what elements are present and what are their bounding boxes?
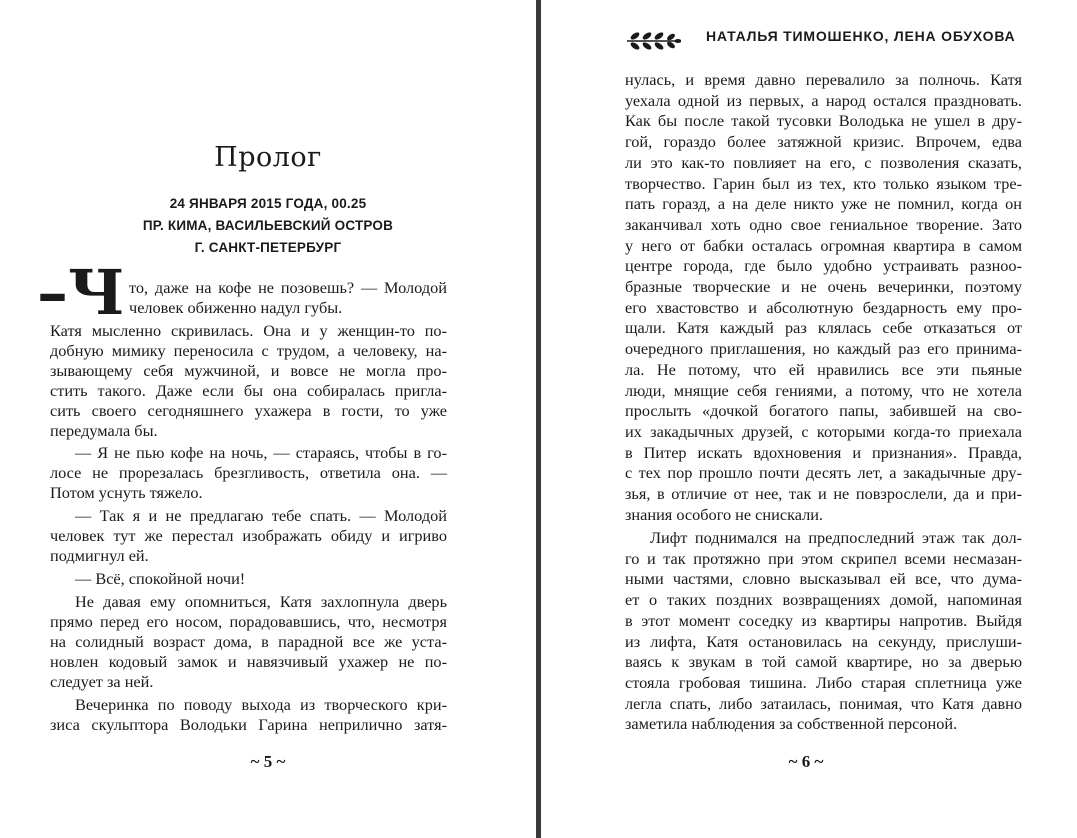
text-line: зиса скульптора Володьки Гарина неприлично затя- <box>50 715 447 734</box>
text-line: го и так протяжно при этом скрипел всеми несмазан- <box>625 548 1022 568</box>
text-line: очередного приглашения, но каждый раз его принима- <box>625 339 1022 359</box>
text-line: ет о таких поздних возвращениях домой, напоминая <box>625 590 1022 610</box>
running-header-authors: НАТАЛЬЯ ТИМОШЕНКО, ЛЕНА ОБУХОВА <box>706 28 1016 44</box>
dateline-city: Г. САНКТ-ПЕТЕРБУРГ <box>194 240 342 255</box>
right-page <box>541 0 1077 838</box>
text-line: гой, гораздо более затяжной кризис. Впрочем, едва <box>625 132 1022 152</box>
text-line: заканчивал хоть одно свое гениальное творение. Зато <box>625 214 1022 234</box>
text-line: — Всё, спокойной ночи! <box>75 569 246 588</box>
text-line: ными частями, словно высказывал ей все, что дума- <box>625 569 1022 589</box>
text-line: центре города, где было удобно устраивать разноо- <box>625 256 1022 276</box>
text-line: лосе не прорезалась брезгливость, ответила она. — <box>50 463 447 482</box>
text-line: уехала одной из первых, а народ остался праздновать. <box>625 90 1022 110</box>
text-line: Катя мысленно скривилась. Она и у женщин-то по- <box>50 321 447 340</box>
text-line: прямо перед его носом, порадовавшись, что, несмотря <box>50 612 447 631</box>
text-line: ваясь к звукам в той самой квартире, но за дверью <box>625 652 1022 672</box>
text-line: Вечеринка по поводу выхода из творческого кри- <box>75 695 447 714</box>
text-line: Потом уснуть тяжело. <box>50 483 203 502</box>
text-line: нулась, и время давно перевалило за полночь. Катя <box>625 70 1022 89</box>
page-number-right: ~ 6 ~ <box>788 752 824 771</box>
text-line: — Так я и не предлагаю тебе спать. — Молодой <box>75 506 447 525</box>
text-line: их закадычных друзей, с которыми когда-то приехала <box>625 421 1022 441</box>
text-line: у него от бабки осталась огромная квартира в самом <box>625 235 1022 255</box>
text-line: заметила наблюдения за собственной персоной. <box>625 714 958 734</box>
text-line: зья, в отличие от нее, так и не повзрослели, да и при- <box>625 484 1022 503</box>
text-line: на солидный возраст дома, в парадной все же уста- <box>50 632 447 651</box>
text-line: пать горазд, а на деле никто уже не помнил, когда он <box>625 194 1022 214</box>
text-line: люди, мнящие себя гениями, а потому, что не хотела <box>625 380 1022 400</box>
text-line: ла. Не потому, что ей нравились все эти пьяные <box>625 359 1022 379</box>
text-line: человек обиженно надул губы. <box>129 298 343 317</box>
text-line: Лифт поднимался на предпоследний этаж так дол- <box>650 528 1022 547</box>
text-line: стояла гробовая тишина. Либо старая сплетница уже <box>625 672 1022 692</box>
chapter-dateline <box>0 193 536 259</box>
text-line: следует за ней. <box>50 672 154 691</box>
text-line: с тех пор прошло почти десять лет, а закадычные дру- <box>625 463 1022 483</box>
text-line: подмигнул ей. <box>50 546 149 565</box>
text-line: то, даже на кофе не позовешь? — Молодой <box>129 278 447 297</box>
text-line: из лифта, Катя остановилась на секунду, прислуши- <box>625 631 1022 651</box>
text-line: его хвастовство и абсолютную бездарность ему про- <box>625 297 1022 317</box>
text-line: ли это как-то повлияет на его, с позволения сказать, <box>625 152 1022 172</box>
text-line: новлен кодовый замок и навязчивый ухажер не по- <box>50 652 447 671</box>
text-line: знания особого не снискали. <box>625 504 824 524</box>
leaf-branch-icon <box>625 28 681 52</box>
text-line: зывающему себя мужчиной, и вовсе не могла про- <box>50 361 447 380</box>
text-line: прослыть «дочкой богатого папы, забившей на сво- <box>625 401 1022 421</box>
text-line: бразные творческие и не очень вечеринки, поэтому <box>625 277 1022 296</box>
text-line: передумала бы. <box>50 421 158 440</box>
text-line: Не давая ему опомниться, Катя захлопнула дверь <box>75 592 447 611</box>
text-line: легла спать, либо затаилась, понимая, что Катя давно <box>625 693 1022 713</box>
text-line: творчество. Гарин был из тех, кто только языком тре- <box>625 173 1022 193</box>
text-line: Как бы после такой тусовки Володька не ушел в дру- <box>625 111 1022 131</box>
text-line: добную мимику переносила с трудом, а человеку, на- <box>50 341 447 360</box>
text-line: в Питер искать вдохновения и признания». Правда, <box>625 442 1022 462</box>
text-line: стить такого. Даже если бы она собиралась пригла- <box>50 381 447 400</box>
text-line: щали. Катя каждый раз клялась себе отказаться от <box>625 318 1022 338</box>
text-line: в этот момент соседку из квартиры напротив. Выйдя <box>625 610 1022 630</box>
text-line: — Я не пью кофе на ночь, — стараясь, чтобы в го- <box>75 443 447 462</box>
page-number-left: ~ 5 ~ <box>250 752 286 771</box>
text-line: человек тут же перестал изображать обиду и игриво <box>50 526 447 545</box>
dateline-date: 24 ЯНВАРЯ 2015 ГОДА, 00.25 <box>169 196 367 211</box>
drop-cap: –Ч <box>37 256 125 329</box>
left-page <box>0 0 536 838</box>
chapter-title: Пролог <box>214 142 322 173</box>
text-line: сить своего сегодняшнего ухажера в гости, то уже <box>50 401 447 420</box>
dateline-address: ПР. КИМА, ВАСИЛЬЕВСКИЙ ОСТРОВ <box>142 218 394 233</box>
